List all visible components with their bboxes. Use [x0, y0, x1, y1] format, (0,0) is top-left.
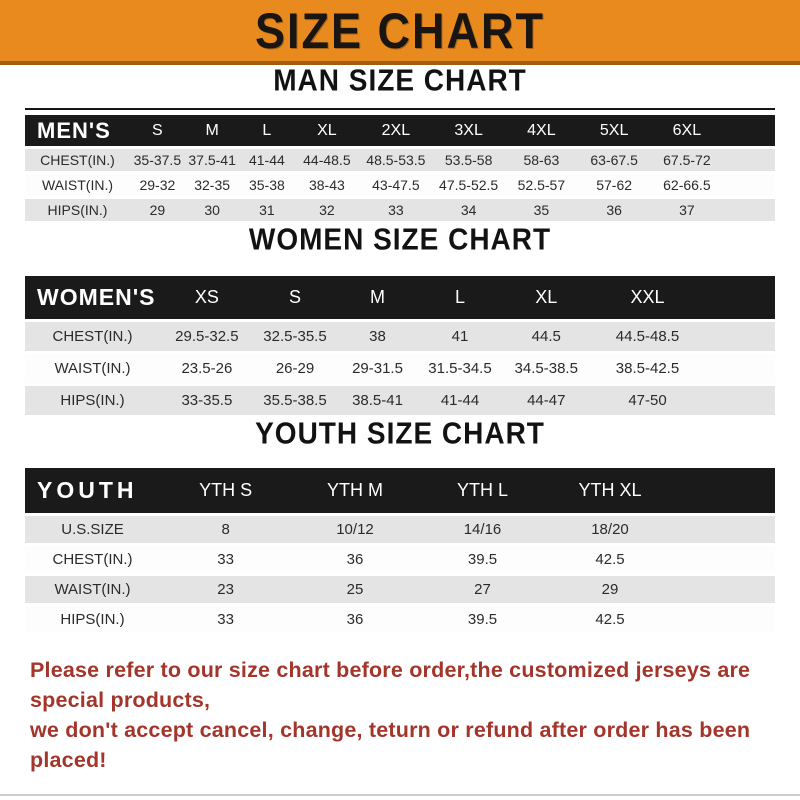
- size-column-header: L: [419, 276, 502, 319]
- measurement-row: [25, 149, 775, 171]
- measurement-row: [25, 546, 775, 573]
- size-column-header: YTH M: [291, 468, 419, 513]
- header-spacer: [674, 468, 775, 513]
- size-value-cell: 52.5-57: [517, 177, 566, 193]
- size-value-cell: 41-44: [248, 152, 285, 168]
- measurement-row: [25, 386, 775, 415]
- size-header-row: [25, 276, 775, 319]
- size-value-cell: 35-37.5: [133, 152, 182, 168]
- size-value-cell: 23: [217, 581, 234, 598]
- size-chart-banner: [0, 0, 800, 65]
- size-value-cell: 42.5: [595, 551, 625, 568]
- size-column-header: L: [240, 115, 295, 146]
- row-spacer: [704, 386, 775, 415]
- row-spacer: [723, 199, 775, 221]
- size-value-cell: 25: [346, 581, 364, 598]
- measurement-row: [25, 322, 775, 351]
- size-column-header: XL: [501, 276, 591, 319]
- men-size-table: [25, 112, 775, 224]
- size-value-cell: 38-43: [308, 177, 345, 193]
- row-spacer: [723, 174, 775, 196]
- size-value-cell: 47.5-52.5: [439, 177, 499, 193]
- size-value-cell: 36: [606, 202, 622, 218]
- row-label: HIPS(IN.): [60, 611, 125, 628]
- footer-disclaimer-line2: we don't accept cancel, change, teturn or refund after order has been placed!: [30, 718, 751, 772]
- size-value-cell: 57-62: [596, 177, 633, 193]
- size-value-cell: 29-32: [139, 177, 176, 193]
- measurement-row: [25, 199, 775, 221]
- header-spacer: [704, 276, 775, 319]
- row-label: WAIST(IN.): [54, 581, 131, 598]
- row-spacer: [674, 546, 775, 573]
- row-label: CHEST(IN.): [40, 152, 115, 168]
- size-value-cell: 38.5-41: [352, 392, 403, 409]
- size-value-cell: 26-29: [275, 360, 315, 377]
- size-value-cell: 18/20: [591, 521, 629, 538]
- size-column-header: XXL: [591, 276, 704, 319]
- men-table-top-rule: [25, 108, 775, 110]
- size-value-cell: 44-48.5: [303, 152, 351, 168]
- measurement-row: [25, 354, 775, 383]
- size-value-cell: 31.5-34.5: [428, 360, 492, 377]
- size-column-header: YTH XL: [546, 468, 674, 513]
- women-section-title: WOMEN SIZE CHART: [248, 222, 552, 257]
- size-header-row: [25, 468, 775, 513]
- size-column-header: S: [130, 115, 185, 146]
- size-value-cell: 32: [319, 202, 335, 218]
- banner-title: SIZE CHART: [255, 1, 545, 59]
- size-value-cell: 41: [451, 328, 469, 345]
- row-spacer: [704, 354, 775, 383]
- size-column-header: M: [185, 115, 240, 146]
- size-value-cell: 14/16: [463, 521, 502, 538]
- size-value-cell: 10/12: [336, 521, 374, 538]
- size-value-cell: 29.5-32.5: [175, 328, 239, 345]
- size-column-header: XS: [160, 276, 254, 319]
- footer-disclaimer: [30, 655, 772, 775]
- size-column-header: 6XL: [651, 115, 724, 146]
- youth-size-table: [25, 465, 775, 636]
- size-value-cell: 42.5: [595, 611, 625, 628]
- size-value-cell: 35-38: [248, 177, 285, 193]
- size-value-cell: 38: [369, 328, 386, 345]
- size-value-cell: 44-47: [527, 392, 566, 409]
- size-value-cell: 30: [204, 202, 220, 218]
- size-column-header: M: [336, 276, 419, 319]
- size-value-cell: 39.5: [467, 551, 498, 568]
- measurement-row: [25, 606, 775, 633]
- row-label: WAIST(IN.): [54, 360, 131, 377]
- size-column-header: S: [254, 276, 337, 319]
- row-spacer: [674, 516, 775, 543]
- header-spacer: [723, 115, 775, 146]
- size-value-cell: 62-66.5: [663, 177, 711, 193]
- row-spacer: [723, 149, 775, 171]
- size-value-cell: 33: [217, 611, 234, 628]
- measurement-row: [25, 174, 775, 196]
- size-column-header: YTH L: [419, 468, 547, 513]
- size-value-cell: 33-35.5: [181, 392, 233, 409]
- size-column-header: XL: [294, 115, 359, 146]
- size-column-header: 4XL: [505, 115, 578, 146]
- row-label: U.S.SIZE: [61, 521, 124, 538]
- row-spacer: [704, 322, 775, 351]
- measurement-row: [25, 516, 775, 543]
- row-label: CHEST(IN.): [52, 328, 133, 345]
- size-value-cell: 41-44: [440, 392, 480, 409]
- size-value-cell: 43-47.5: [372, 177, 420, 193]
- size-value-cell: 35: [533, 202, 550, 218]
- size-column-header: 5XL: [578, 115, 651, 146]
- size-value-cell: 53.5-58: [444, 152, 493, 168]
- size-value-cell: 34: [460, 202, 477, 218]
- women-size-table: [25, 273, 775, 418]
- size-value-cell: 58-63: [523, 152, 560, 168]
- row-spacer: [674, 576, 775, 603]
- size-value-cell: 36: [346, 551, 364, 568]
- size-value-cell: 67.5-72: [663, 152, 711, 168]
- size-value-cell: 44.5: [531, 328, 561, 345]
- row-label: HIPS(IN.): [47, 202, 108, 218]
- size-value-cell: 27: [474, 581, 491, 598]
- size-value-cell: 47-50: [628, 392, 667, 409]
- size-value-cell: 29-31.5: [352, 360, 403, 377]
- size-value-cell: 38.5-42.5: [615, 360, 680, 377]
- size-value-cell: 33: [217, 551, 234, 568]
- size-column-header: 2XL: [360, 115, 433, 146]
- size-value-cell: 37.5-41: [188, 152, 236, 168]
- bottom-divider: [0, 794, 800, 796]
- row-label: CHEST(IN.): [52, 551, 133, 568]
- size-value-cell: 32-35: [194, 177, 231, 193]
- youth-section-title: YOUTH SIZE CHART: [255, 416, 545, 451]
- row-label: WAIST(IN.): [41, 177, 114, 193]
- size-value-cell: 23.5-26: [181, 360, 233, 377]
- size-value-cell: 29: [601, 581, 619, 598]
- size-column-header: YTH S: [160, 468, 291, 513]
- size-value-cell: 48.5-53.5: [366, 152, 426, 168]
- measurement-row: [25, 576, 775, 603]
- size-value-cell: 8: [221, 521, 230, 538]
- size-value-cell: 29: [149, 202, 166, 218]
- row-label: HIPS(IN.): [60, 392, 125, 409]
- size-value-cell: 35.5-38.5: [263, 392, 327, 409]
- footer-disclaimer-line1: Please refer to our size chart before order,the customized jerseys are special products,: [30, 658, 751, 712]
- row-spacer: [674, 606, 775, 633]
- table-header-label: YOUTH: [25, 468, 160, 513]
- size-value-cell: 44.5-48.5: [615, 328, 680, 345]
- table-header-label: MEN'S: [25, 115, 130, 146]
- size-value-cell: 37: [679, 202, 695, 218]
- table-header-label: WOMEN'S: [25, 276, 160, 319]
- size-header-row: [25, 115, 775, 146]
- size-value-cell: 32.5-35.5: [263, 328, 327, 345]
- size-value-cell: 33: [388, 202, 404, 218]
- size-value-cell: 34.5-38.5: [514, 360, 578, 377]
- size-column-header: 3XL: [432, 115, 505, 146]
- size-value-cell: 39.5: [467, 611, 498, 628]
- size-value-cell: 31: [259, 202, 275, 218]
- size-value-cell: 36: [346, 611, 364, 628]
- size-value-cell: 63-67.5: [590, 152, 638, 168]
- men-section-title: MAN SIZE CHART: [273, 63, 527, 98]
